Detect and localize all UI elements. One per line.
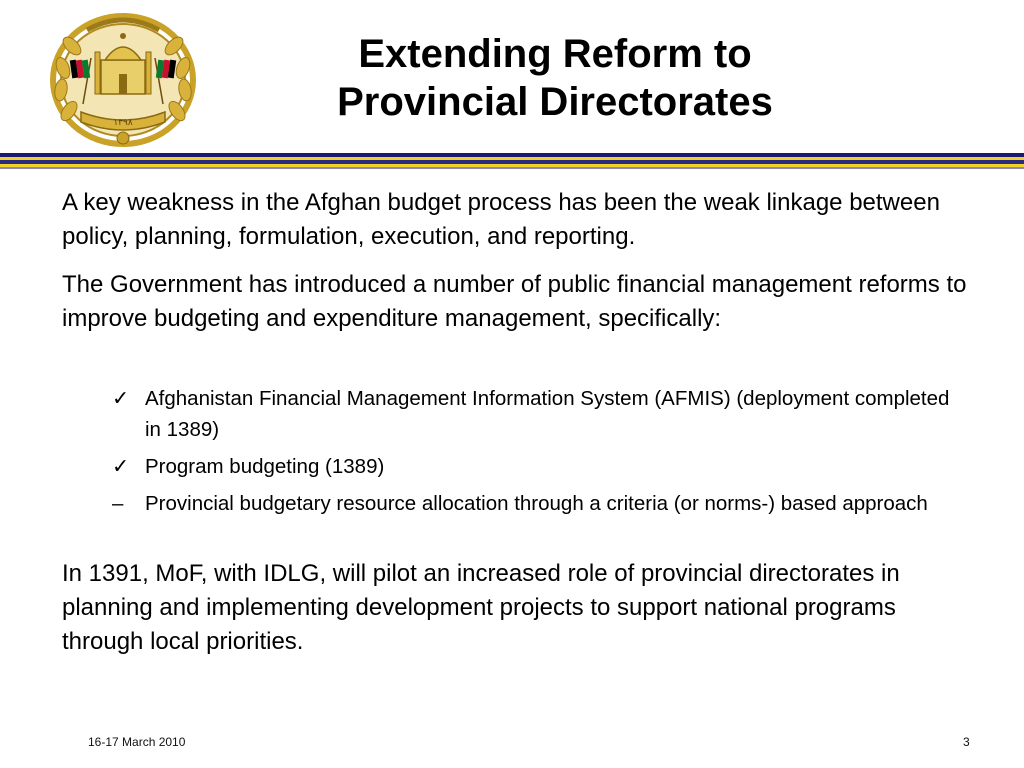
afghanistan-state-emblem-icon (47, 8, 199, 148)
check-mark-icon: ✓ (112, 387, 130, 410)
sub-list-item-text: Provincial budgetary resource allocation through a criteria (or norms-) based approach (145, 492, 928, 515)
header-divider-shadow (0, 167, 1024, 169)
sub-list-item (112, 488, 962, 519)
sub-list-item-text: Program budgeting (1389) (145, 455, 385, 478)
slide-title-line-2: Provincial Directorates (337, 80, 773, 124)
page-number: 3 (963, 735, 970, 749)
emblem-text: ۱۳۹۸ (113, 118, 133, 128)
body-paragraph-3: In 1391, MoF, with IDLG, will pilot an increased role of provincial directorates in planning and implementing development projects to support national programs through local priorities. (62, 560, 900, 655)
body-paragraph-1: A key weakness in the Afghan budget process has been the weak linkage between policy, planning, formulation, execution, and reporting. (62, 189, 940, 250)
slide-title (240, 30, 870, 126)
sub-list-item-text: Afghanistan Financial Management Information System (AFMIS) (deployment completed in 1389) (145, 387, 950, 441)
footer-date: 16-17 March 2010 (88, 735, 186, 749)
slide-title-line-1: Extending Reform to (358, 32, 752, 76)
body-paragraph-2: The Government has introduced a number of public financial management reforms to improve budgeting and expenditure management, specifically: (62, 271, 967, 332)
check-mark-icon: ✓ (112, 455, 130, 478)
dash-bullet-icon: – (112, 492, 124, 515)
sub-list-item (112, 383, 962, 445)
sub-list-item (112, 451, 962, 482)
